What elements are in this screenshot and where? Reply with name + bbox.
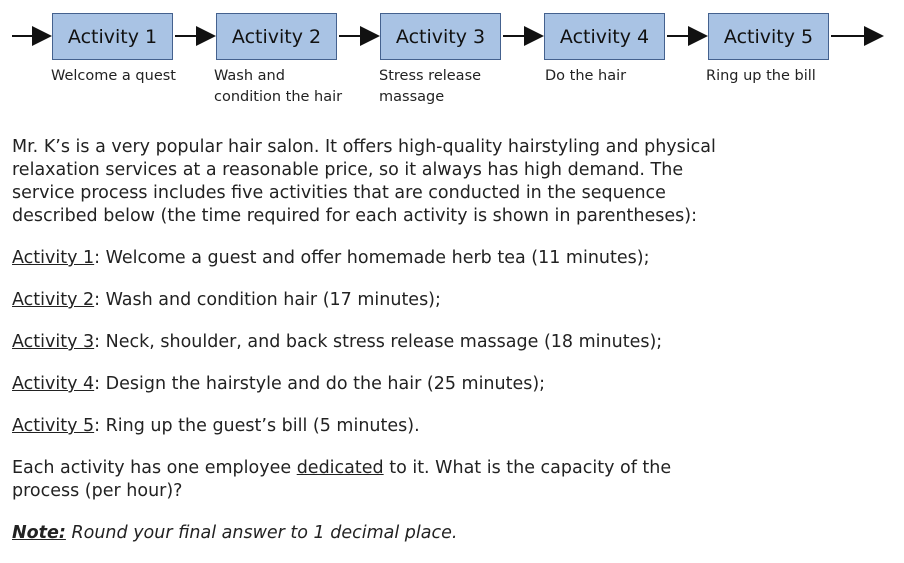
activity-3-desc: : Neck, shoulder, and back stress release massage (18 minutes); bbox=[94, 332, 663, 352]
activity-3-name: Activity 3 bbox=[12, 332, 95, 352]
question-pre: Each activity has one employee bbox=[12, 458, 297, 478]
question-paragraph bbox=[12, 457, 727, 503]
activity-3-line bbox=[12, 331, 662, 354]
activity-2-caption: Wash and condition the hair bbox=[214, 68, 343, 105]
activity-5-box bbox=[708, 13, 829, 60]
activity-4-box bbox=[544, 13, 665, 60]
note-line bbox=[12, 522, 457, 545]
activity-4-label: Activity 4 bbox=[559, 25, 650, 48]
problem-text bbox=[12, 136, 732, 543]
activity-5-line bbox=[12, 415, 420, 438]
activity-2-desc: : Wash and condition hair (17 minutes); bbox=[94, 290, 441, 310]
activity-4-line bbox=[12, 373, 545, 396]
activity-5-caption: Ring up the bill bbox=[706, 68, 816, 84]
activity-4-desc: : Design the hairstyle and do the hair (25 minutes); bbox=[94, 374, 546, 394]
activity-2-name: Activity 2 bbox=[12, 290, 95, 310]
question-dedicated: dedicated bbox=[296, 458, 384, 478]
activity-4-name: Activity 4 bbox=[12, 374, 95, 394]
activity-3-caption: Stress release massage bbox=[379, 68, 482, 105]
question-post: to it. What is the capacity of the process (per hour)? bbox=[12, 458, 672, 501]
activity-5-desc: : Ring up the guest’s bill (5 minutes). bbox=[94, 416, 420, 436]
activity-1-line bbox=[12, 247, 649, 270]
activity-4-caption: Do the hair bbox=[545, 68, 627, 84]
activity-1-desc: : Welcome a guest and offer homemade herb tea (11 minutes); bbox=[94, 248, 650, 268]
activity-5-label: Activity 5 bbox=[723, 25, 814, 48]
activity-2-label: Activity 2 bbox=[231, 25, 322, 48]
activity-2-line bbox=[12, 289, 441, 312]
note-text: Round your final answer to 1 decimal place. bbox=[65, 523, 458, 543]
activity-1-caption: Welcome a quest bbox=[51, 68, 176, 84]
activity-5-name: Activity 5 bbox=[12, 416, 95, 436]
note-label: Note: bbox=[12, 523, 66, 543]
activity-3-label: Activity 3 bbox=[395, 25, 486, 48]
activity-1-box bbox=[52, 13, 173, 60]
activity-1-name: Activity 1 bbox=[12, 248, 95, 268]
activity-3-box bbox=[380, 13, 501, 60]
intro-paragraph: Mr. K’s is a very popular hair salon. It offers high-quality hairstyling and physical relaxation services at a reasonable price, so it always has high demand. The service process includes five activities that are conducted in the sequence described below (the time required for each activity is shown in parentheses): bbox=[12, 137, 716, 226]
activity-2-box bbox=[216, 13, 337, 60]
process-flow-diagram bbox=[0, 0, 904, 112]
activity-1-label: Activity 1 bbox=[67, 25, 158, 48]
